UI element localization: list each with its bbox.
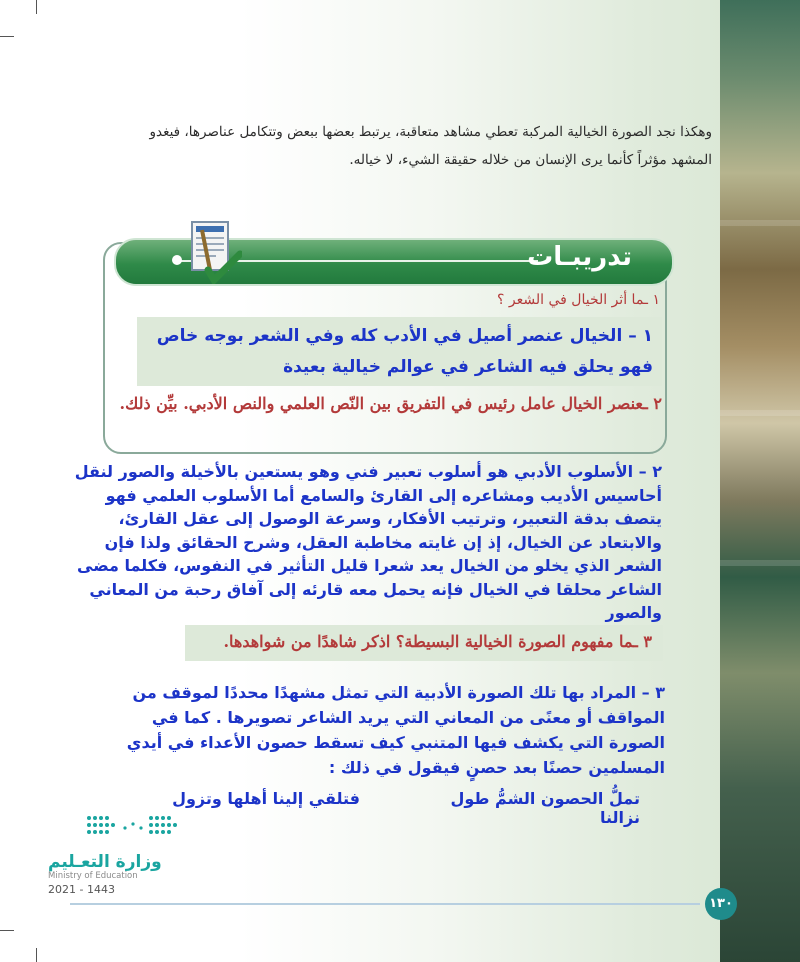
answer-2: ٢ – الأسلوب الأدبي هو أسلوب تعبير فني وهو يستعين بالأخيلة والصور لنقل أحاسيس الأديب ومشاعره إلى القارئ والسامع أما الأسلوب العلمي فهو يتصف بدقة التعبير، وترتيب الأفكار، وسرعة الوصول إلى عقل القارئ، والابتعاد عن الخيال، إذ إن غايته مخاطبة العقل، وشرح الحقائق ولذا فإن الشعر الذي يخلو من الخيال يعد شعرا قليل التأثير في النفوس، فكلما مضى الشاعر محلقا في الخيال فإنه يحمل معه قارئه إلى آفاق رحبة من المعاني والصور — [74, 462, 662, 622]
crop-mark — [0, 930, 14, 931]
question-2: ٢ ـعنصر الخيال عامل رئيس في التفريق بين النّص العلمي والنص الأدبي. بيِّن ذلك. — [119, 394, 662, 413]
footer-line — [70, 903, 700, 905]
page-number: ١٣٠ — [705, 888, 737, 920]
exercises-title: تدريبـات — [527, 242, 632, 272]
answer-3: ٣ – المراد بها تلك الصورة الأدبية التي تمثل مشهدًا محددًا لموقف من المواقف أو معنًى من المعاني التي يريد الشاعر تصويرها . كما في الصورة التي يكشف فيها المتنبي كيف تسقط حصون الأعداء في أيدي المسلمين حصنًا بعد حصنٍ فيقول في ذلك : — [126, 683, 665, 777]
crop-mark — [36, 0, 37, 14]
banner-dot — [172, 255, 182, 265]
crop-mark — [36, 948, 37, 962]
intro-paragraph: وهكذا نجد الصورة الخيالية المركبة تعطي مشاهد متعاقبة، يرتبط بعضها ببعض وتتكامل عناصرها، فيغدو المشهد مؤثراً كأنما يرى الإنسان من خلاله حقيقة الشيء، لا خياله. — [149, 124, 712, 168]
ministry-name-arabic: وزارة التعـليم — [48, 852, 162, 872]
answer-1: ١ – الخيال عنصر أصيل في الأدب كله وفي الشعر بوجه خاص فهو يحلق فيه الشاعر في عوالم خيالية بعيدة — [156, 326, 653, 377]
ministry-name-english: Ministry of Education — [48, 871, 138, 881]
decorative-pen-photo — [720, 0, 800, 962]
ministry-logo-icon — [85, 812, 181, 842]
document-check-icon — [186, 218, 242, 284]
question-1: ١ ـما أثر الخيال في الشعر ؟ — [497, 292, 660, 308]
verse-first-hemistich: تملُّ الحصون الشمُّ طول نزالنا — [450, 789, 640, 827]
academic-year: 2021 - 1443 — [48, 883, 115, 896]
crop-mark — [0, 36, 14, 37]
question-3: ٣ ـما مفهوم الصورة الخيالية البسيطة؟ اذكر شاهدًا من شواهدها. — [223, 632, 652, 651]
verse-second-hemistich: فتلقي إلينا أهلها وتزول — [172, 789, 360, 808]
